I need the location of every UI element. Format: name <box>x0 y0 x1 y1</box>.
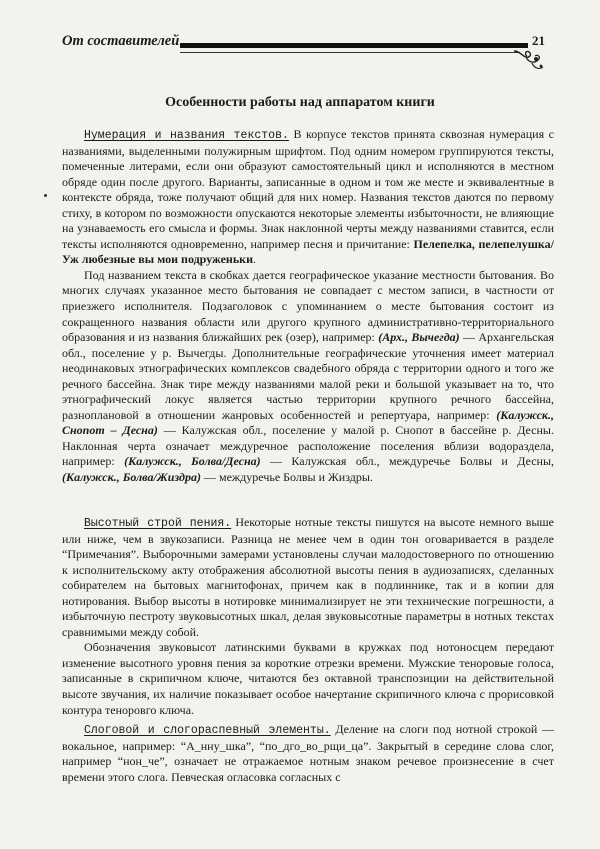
header-rule-thin <box>180 52 520 53</box>
paragraph: Под названием текста в скобках дается географическое указание местности бытования. Во многих случаях указанное место бытования не совпадает с местом записи, в частности от приезжего исполнителя. Подзаголовок с упоминанием о месте бытования состоит из сокращенного названия области или другого крупного административно-территориального образования и из названия ближайших рек (озер), например: (Арх., Вычегда) — Архангельская обл., поселение у р. Вычегды. Дополнительные географические уточнения имеет материал неодинаковых этнографических комплексов свадебного обряда с территории одного и того же речного бассейна. Знак тире между названиями малой реки и большой указывает на то, что этнографический локус является частью территории крупного речного бассейна, разноплановой в отношении жанровых особенностей и репертуара, например: (Калужск., Снопот – Десна) — Калужская обл., поселение у малой р. Снопот в бассейне р. Десны. Наклонная черта означает междуречное расположение поселения вблизи водораздела, например: (Калужск., Болва/Десна) — Калужская обл., междуречье Болвы и Десны, (Калужск., Болва/Жиздра) — междуречье Болвы и Жиздры. <box>62 267 555 485</box>
page-number: 21 <box>532 33 545 48</box>
geo-example: (Арх., Вычегда) <box>378 330 460 345</box>
header-rule-thick <box>180 43 528 48</box>
geo-example: (Калужск., Снопот – Десна) <box>62 407 554 438</box>
section-numbering <box>62 127 554 486</box>
section-syllable <box>62 722 554 785</box>
section-pitch <box>62 515 554 718</box>
geo-example: (Калужск., Болва/Десна) <box>124 454 261 469</box>
section-lead-pitch: Высотный строй пения. <box>84 517 232 530</box>
geo-example: (Калужск., Болва/Жиздра) <box>62 470 201 485</box>
running-head-title: От составителей <box>62 33 180 49</box>
section-lead-syllable: Слоговой и слогораспевный элементы. <box>84 724 331 737</box>
section-heading: Особенности работы над аппаратом книги <box>165 95 435 110</box>
paragraph: Высотный строй пения. Некоторые нотные тексты пишутся на высоте немного выше или ниже, чем в звукозаписи. Разница не менее чем в один тон оговаривается в разделе “Примечания”. Выборочными замерами установлены случаи малодостоверного по отношению к исполнительскому акту отображения абсолютной высоты пения в аудиозаписях, сделанных собирателем на бытовых магнитофонах, причем как в подлиннике, так и в копии для нотирования. Выбор высоты в нотировке минимализирует не эти технические погрешности, а избыточную пестроту звуковысотных шкал, делая звуковысотные параметры в нотных текстах сравнимыми между собой. <box>62 515 554 639</box>
paragraph: Обозначения звуковысот латинскими буквами в кружках под нотоносцем передают изменение высотного уровня пения за короткие отрезки времени. Мужские теноровые голоса, записанные в скрипичном ключе, читаются без октавной транспозиции на действительной высоте звучания, их наличие показывает особое начертание скрипичного ключа с прорисовкой контура теноровго ключа. <box>62 640 554 717</box>
stray-mark <box>44 194 47 197</box>
flourish-ornament-icon <box>512 48 546 74</box>
paragraph: Нумерация и названия текстов. В корпусе текстов принята сквозная нумерация с названиями, выделенными полужирным шрифтом. Под одним номером группируются тексты, помеченные литерами, если они образуют самостоятельный цикл и исполняются в местном обряде один после другого. Варианты, записанные в одном и том же месте и эквивалентные в контексте обряда, тоже получают общий для них номер. Названия текстов даются по первому стиху, в котором по возможности опускаются некоторые элементы избыточности, не влияющие на узнаваемость его смысла и формы. Знак наклонной черты между названиями ставится, если тексты исполняются одновременно, например песня и причитание: Пелепелка, пелепелушка/Уж любезные вы мои подруженьки. <box>62 127 554 267</box>
bold-title-example: Пелепелка, пелепелушка/Уж любезные вы мои подруженьки <box>62 236 554 267</box>
paragraph: Слоговой и слогораспевный элементы. Деление на слоги под нотной строкой — вокальное, например: “А_нну_шка”, “по_дго_во_рщи_ца”. Закрытый в середине слова слог, например “нон_че”, означает не отражаемое нотным знаком речевое произнесение в счет времени этого слога. Певческая огласовка согласных с <box>62 722 554 784</box>
section-lead-numbering: Нумерация и названия текстов. <box>84 129 289 142</box>
